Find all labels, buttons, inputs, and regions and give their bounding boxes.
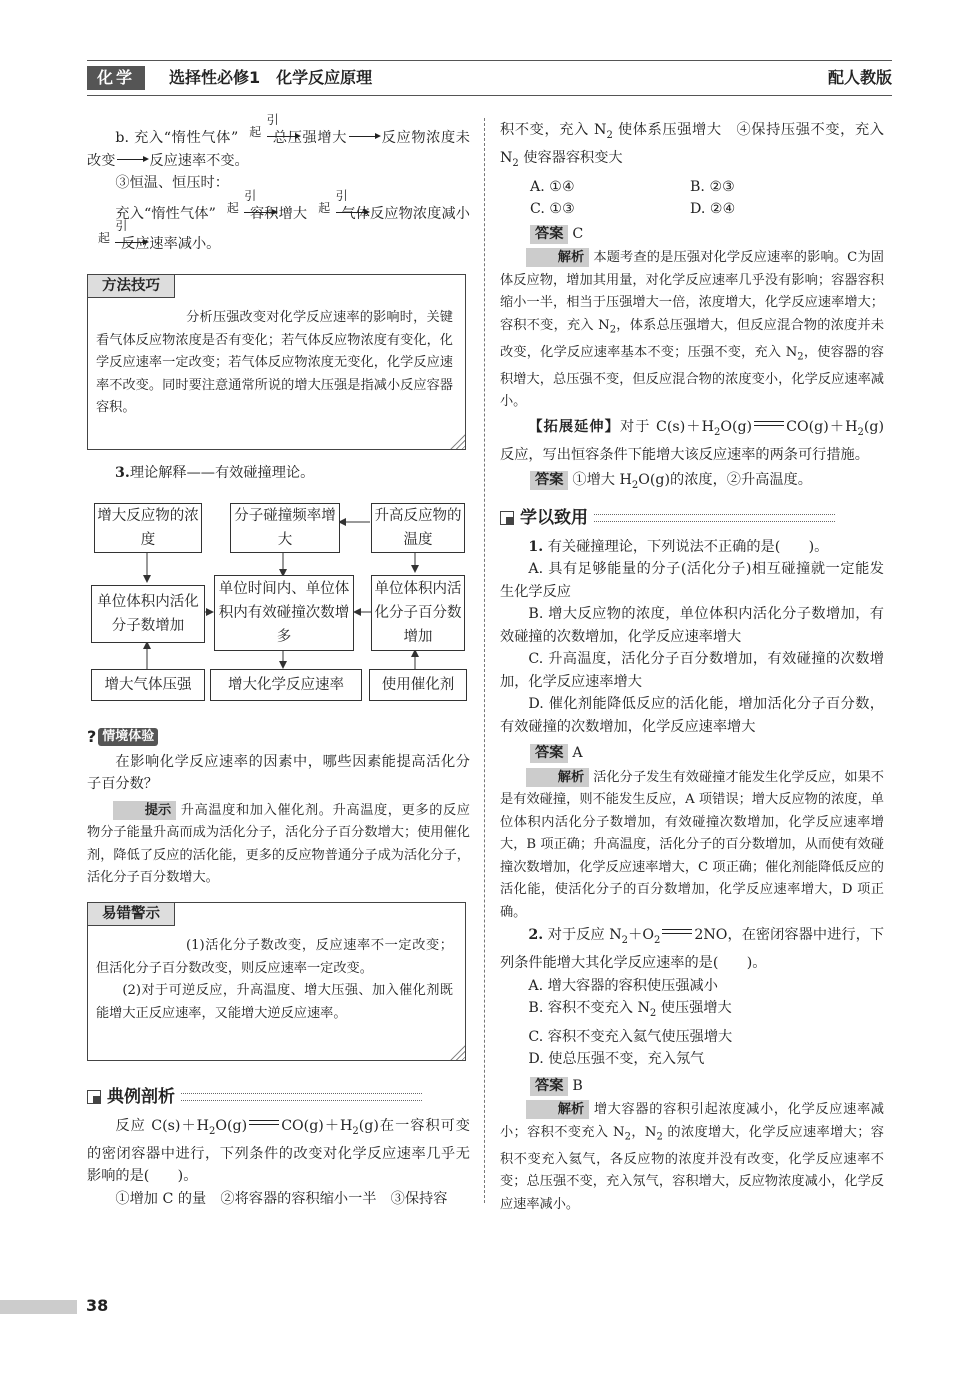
arrow-yinqi — [238, 113, 279, 150]
text: ，体系总压强增大，但反应混合物的浓度并未改变，化学反应速率基本不变；压强不变，充入 N — [500, 317, 885, 360]
question-number: 1. — [528, 538, 544, 555]
example-conditions: ①增加 C 的量 ②将容器的容积缩小一半 ③保持容 — [115, 1190, 448, 1207]
example-question — [87, 1115, 470, 1188]
flow-box-increase-concentration: 增大反应物的浓度 — [94, 503, 202, 553]
flow-box-activated-molecules-count: 单位体积内活化分子数增加 — [91, 585, 205, 643]
analysis-2 — [500, 767, 884, 925]
text: 反应速率不变。 — [149, 152, 249, 169]
equilibrium-arrow — [662, 929, 692, 935]
text: (g)反应，写出恒容条件下能增大该反应速率的两条可行措施。 — [500, 418, 884, 464]
text: (1)活化分子数改变，反应速率不一定改变；但活化分子百分数改变，则反应速率一定改变。 — [96, 938, 453, 976]
example-options — [500, 176, 884, 221]
example-section — [87, 1080, 470, 1210]
example-heading — [87, 1086, 422, 1109]
hint-label: 提示 — [113, 801, 176, 820]
analysis-label: 解析 — [526, 248, 589, 267]
arrow — [117, 159, 147, 160]
page-number: 38 — [86, 1296, 109, 1315]
text: B — [572, 1077, 583, 1094]
text: 活化分子发生有效碰撞才能发生化学反应，如果不是有效碰撞，则不能发生反应，A 项错误；增大反应物的浓度，单位体积内活化分子数增加，有效碰撞次数增加，化学反应速率增大，B 项正确；升高温度，活化分子的百分数增加，从而使有效碰撞次数增加，化学反应速率增大，C 项正确；催化剂能降低反应的活化能，使活化分子的百分数增加，化学反应速率增大，D 项正确。 — [500, 769, 884, 920]
subscript: 2 — [857, 426, 864, 438]
subscript: 2 — [606, 129, 613, 141]
page-curl-decoration — [447, 431, 465, 449]
extension-answer — [500, 469, 884, 497]
subscript: 2 — [653, 934, 661, 946]
equilibrium-arrow — [754, 421, 784, 427]
text: O(g) — [215, 1117, 248, 1134]
text: 升高温度和加入催化剂。升高温度，更多的反应物分子能量升高而成为活化分子，活化分子百分数增大；使用催化剂，降低了反应的活化能，更多的反应物普通分子成为活化分子，活化分子百分数增大。 — [87, 802, 470, 885]
answer-label: 答案 — [530, 1077, 568, 1096]
text: 反应物浓度未改变 — [87, 130, 470, 169]
text: b. 充入“惰性气体” — [115, 130, 239, 146]
text: 有关碰撞理论，下列说法不正确的是( )。 — [547, 538, 829, 555]
text: ①增大 H — [572, 471, 632, 488]
paragraph-3 — [87, 188, 470, 256]
q2-option-a: A. 增大容器的容积使压强减小 — [528, 977, 718, 994]
q1-option-d: D. 催化剂能降低反应的活化能，增加活化分子百分数，有效碰撞的次数增加，化学反应速率增大 — [500, 696, 884, 735]
text: 总压强增大 — [272, 130, 348, 146]
question-icon: ? — [87, 727, 97, 746]
subscript: 2 — [512, 158, 519, 170]
subscript: 2 — [656, 1131, 663, 1143]
mistake-2: (2)对于可逆反应，升高温度、增大压强、加入催化剂既能增大正反应速率，又能增大逆反应速率。 — [96, 983, 453, 1021]
section-icon — [500, 511, 514, 525]
method-tips-title: 方法技巧 — [88, 275, 175, 298]
column-divider — [484, 118, 485, 1203]
dotted-rule — [181, 1093, 422, 1101]
q2-option-d: D. 使总压强不变，充入氖气 — [528, 1051, 705, 1068]
scenario-section — [87, 726, 470, 890]
analysis-label: 解析 — [526, 1100, 589, 1119]
arrow-yinqi — [307, 188, 348, 226]
flow-box-increase-rate: 增大化学反应速率 — [210, 669, 362, 701]
header-rule-top — [87, 60, 892, 61]
page-header — [87, 60, 892, 96]
paragraph-b — [87, 113, 470, 172]
subscript: 2 — [352, 1125, 359, 1137]
analysis-3 — [500, 1099, 884, 1216]
subscript: 2 — [621, 934, 629, 946]
subscript: 2 — [713, 426, 721, 438]
analysis-label: 解析 — [526, 768, 589, 787]
subscript: 2 — [649, 1008, 657, 1020]
subscript: 2 — [624, 1131, 631, 1143]
common-mistakes-box — [87, 902, 466, 1061]
example-conditions-cont — [500, 119, 884, 176]
option-a: A. ①④ — [530, 178, 575, 195]
flow-box-effective-collisions: 单位时间内、单位体积内有效碰撞次数增多 — [214, 575, 354, 651]
text: 对于 C(s)＋H — [619, 418, 714, 435]
arrow-yinqi — [216, 188, 257, 226]
flow-box-collision-frequency: 分子碰撞频率增大 — [230, 503, 340, 553]
text: O(g)的浓度，②升高温度。 — [638, 471, 812, 488]
flow-box-activated-molecules-percent: 单位体积内活化分子百分数增加 — [371, 575, 465, 651]
flow-box-use-catalyst: 使用催化剂 — [369, 669, 467, 701]
text: 容积增大 — [249, 205, 308, 222]
left-column — [87, 115, 470, 256]
text: 气体反应物浓度减小 — [341, 205, 470, 222]
q2-option-b — [500, 997, 884, 1025]
page-curl-decoration — [447, 1042, 465, 1060]
option-c: C. ①③ — [530, 201, 575, 218]
common-mistakes-title: 易错警示 — [88, 903, 175, 926]
text: 反应 C(s)＋H — [115, 1117, 210, 1134]
item-3: ③恒温、恒压时： — [115, 175, 229, 191]
subscript: 2 — [631, 479, 639, 491]
q1-option-a: A. 具有足够能量的分子(活化分子)相互碰撞就一定能发生化学反应 — [500, 561, 884, 600]
method-tips-text — [96, 307, 453, 420]
answer-label: 答案 — [530, 471, 568, 490]
text: ，N — [630, 1124, 657, 1140]
flow-box-raise-temperature: 升高反应物的温度 — [371, 503, 465, 553]
question-2 — [500, 924, 884, 975]
hint-paragraph — [87, 800, 470, 890]
q2-option-c: C. 容积不变充入氦气使压强增大 — [528, 1028, 733, 1045]
option-b: B. ②③ — [690, 178, 735, 195]
theory-heading — [115, 462, 314, 482]
text: B. 容积不变充入 N — [528, 1000, 650, 1017]
extension-label: 【拓展延伸】 — [528, 418, 620, 435]
text: (g)在一容积可变的密闭容器中进行，下列条件的改变对化学反应速率几乎无影响的是( )。 — [87, 1117, 470, 1185]
text: 充入“惰性气体” — [115, 205, 216, 222]
arrow-label: 引起 — [318, 188, 348, 215]
apply-heading — [500, 507, 835, 530]
text: CO(g)＋H — [786, 418, 858, 435]
text: 使体系压强增大 ④保持压强不变，充入 N — [500, 122, 884, 167]
answer-3 — [500, 1075, 884, 1098]
text: A — [572, 745, 583, 762]
text: 2NO，在密闭容器中进行，下列条件能增大其化学反应速率的是( )。 — [500, 927, 884, 972]
subscript: 2 — [609, 324, 617, 336]
equilibrium-arrow — [249, 1120, 279, 1126]
arrow-label: 引起 — [226, 188, 257, 215]
q1-option-c: C. 升高温度，活化分子百分数增加，有效碰撞的次数增加，化学反应速率增大 — [500, 651, 884, 690]
text: CO(g)＋H — [281, 1117, 353, 1134]
text: 本题考查的是压强对化学反应速率的影响。C为固体反应物，增加其用量，对化学反应速率几乎没有影响；容器容积缩小一半，相当于压强增大一倍，浓度增大，化学反应速率增大；容积不变，充入 N — [500, 250, 884, 333]
text: O(g) — [720, 418, 753, 435]
book-title: 选择性必修1 化学反应原理 — [169, 68, 373, 87]
answer-1 — [500, 223, 884, 246]
arrow-label: 引起 — [249, 113, 279, 139]
method-tips-box — [87, 274, 466, 450]
scenario-title: 情境体验 — [98, 728, 158, 746]
question-number: 2. — [528, 927, 544, 944]
text: 增大容器的容积引起浓度减小，化学反应速率减小；容积不变充入 N — [500, 1102, 884, 1140]
text: 的浓度增大，化学反应速率增大；容积不变充入氦气，各反应物的浓度并没有改变，化学反应速率不变；总压强不变，充入氖气，容积增大，反应物浓度减小，化学反应速率减小。 — [500, 1124, 884, 1212]
text: C — [572, 225, 584, 242]
footer-bar — [0, 1300, 77, 1314]
edition-label: 配人教版 — [827, 68, 892, 87]
subscript: 2 — [797, 351, 804, 363]
extension-question — [500, 416, 884, 467]
header-rule-bottom — [87, 95, 892, 96]
mistake-1 — [96, 935, 453, 980]
example-title: 典例剖析 — [107, 1087, 175, 1107]
text: 分析压强改变对化学反应速率的影响时，关键看气体反应物浓度是否有变化；若气体反应物浓度有变化，化学反应速率一定改变；若气体反应物浓度无变化，化学反应速率不改变。同时要注意通常所说的增大压强是指减小反应容器容积。 — [96, 310, 453, 415]
text: 反应速率减小。 — [121, 236, 221, 252]
subject-badge: 化学 — [87, 66, 145, 90]
question-1 — [500, 536, 884, 559]
arrow-label: 引起 — [97, 219, 128, 245]
text: 积不变，充入 N — [500, 122, 607, 138]
heading-number: 3. — [115, 465, 130, 481]
answer-2 — [500, 742, 884, 765]
text: 对于反应 N — [547, 927, 622, 944]
section-icon — [87, 1090, 101, 1104]
common-mistakes-text — [96, 935, 453, 1025]
analysis-1 — [500, 247, 884, 414]
option-d: D. ②④ — [690, 201, 736, 218]
scenario-question: 在影响化学反应速率的因素中，哪些因素能提高活化分子百分数？ — [87, 753, 470, 792]
scenario-heading — [87, 726, 470, 749]
arrow — [349, 136, 379, 137]
text: ，使容器的容积增大，总压强不变，但反应混合物的浓度变小，化学反应速率减小。 — [500, 344, 884, 410]
flow-box-increase-pressure: 增大气体压强 — [91, 669, 205, 701]
answer-label: 答案 — [530, 744, 568, 763]
dotted-rule — [594, 514, 835, 522]
text: 使容器容积变大 — [518, 150, 623, 167]
q1-option-b: B. 增大反应物的浓度，单位体积内活化分子数增加，有效碰撞的次数增加，化学反应速率增大 — [500, 606, 884, 645]
right-column — [500, 115, 884, 1216]
apply-title: 学以致用 — [520, 508, 588, 529]
text: ＋O — [628, 927, 654, 944]
text: 使压强增大 — [656, 1000, 732, 1017]
subscript: 2 — [209, 1125, 216, 1137]
answer-label: 答案 — [530, 225, 568, 244]
arrow-yinqi — [87, 219, 128, 256]
text: 理论解释——有效碰撞理论。 — [129, 465, 315, 481]
